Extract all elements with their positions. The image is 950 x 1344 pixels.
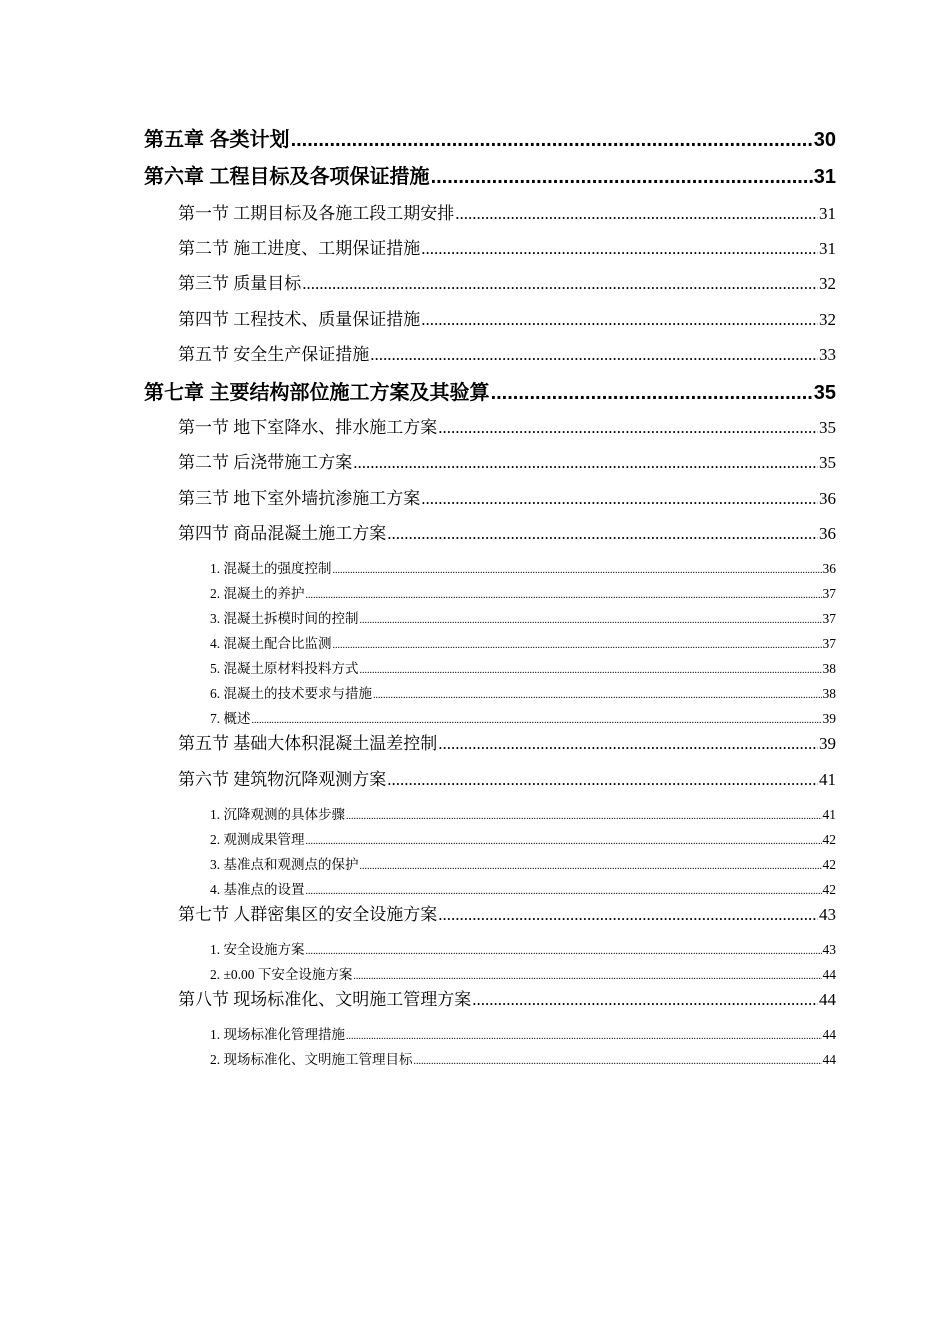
toc-dot-leader xyxy=(421,310,818,330)
toc-entry-title: 第一节 工期目标及各施工段工期安排 xyxy=(178,204,455,223)
toc-dot-leader xyxy=(360,661,822,677)
toc-section-entry[interactable] xyxy=(178,519,836,544)
toc-dot-leader xyxy=(455,204,818,224)
toc-dot-leader xyxy=(421,239,818,259)
toc-subsection-entry[interactable] xyxy=(210,878,836,898)
toc-entry-title: 第七章 主要结构部位施工方案及其验算 xyxy=(144,382,490,404)
toc-page-number: 38 xyxy=(822,686,836,701)
toc-section-entry[interactable] xyxy=(178,900,836,925)
toc-dot-leader xyxy=(414,1052,822,1068)
toc-entry-title: 1. 现场标准化管理措施 xyxy=(210,1027,345,1042)
toc-page-number: 41 xyxy=(822,807,836,822)
toc-section-entry[interactable] xyxy=(178,413,836,438)
toc-dot-leader xyxy=(333,561,822,577)
toc-page-number: 36 xyxy=(822,561,836,576)
toc-entry-title: 第六节 建筑物沉降观测方案 xyxy=(178,770,387,789)
toc-subsection-entry[interactable] xyxy=(210,1023,836,1043)
toc-entry-title: 第七节 人群密集区的安全设施方案 xyxy=(178,905,438,924)
toc-entry-title: 第六章 工程目标及各项保证措施 xyxy=(144,166,430,188)
toc-entry-title: 4. 混凝土配合比监测 xyxy=(210,636,332,651)
toc-dot-leader xyxy=(346,807,822,823)
toc-page-number: 36 xyxy=(819,489,836,508)
toc-entry-title: 6. 混凝土的技术要求与措施 xyxy=(210,686,372,701)
toc-entry-title: 1. 安全设施方案 xyxy=(210,942,305,957)
toc-chapter-entry[interactable] xyxy=(144,123,836,152)
toc-page-number: 42 xyxy=(822,882,836,897)
toc-subsection-entry[interactable] xyxy=(210,607,836,627)
toc-entry-title: 2. 混凝土的养护 xyxy=(210,586,305,601)
toc-chapter-entry[interactable] xyxy=(144,376,836,405)
toc-page-number: 42 xyxy=(822,832,836,847)
toc-entry-title: 3. 基准点和观测点的保护 xyxy=(210,857,359,872)
toc-section-entry[interactable] xyxy=(178,199,836,224)
toc-subsection-entry[interactable] xyxy=(210,707,836,727)
toc-section-entry[interactable] xyxy=(178,269,836,294)
toc-page-number: 44 xyxy=(822,1052,836,1067)
toc-dot-leader xyxy=(360,857,822,873)
toc-page-number: 39 xyxy=(819,734,836,753)
toc-page-number: 35 xyxy=(813,382,836,404)
toc-page-number: 44 xyxy=(822,967,836,982)
toc-subsection-entry[interactable] xyxy=(210,632,836,652)
toc-entry-title: 第五章 各类计划 xyxy=(144,129,290,151)
toc-entry-title: 第二节 后浇带施工方案 xyxy=(178,453,353,472)
toc-dot-leader xyxy=(438,418,818,438)
toc-subsection-entry[interactable] xyxy=(210,938,836,958)
toc-page-number: 37 xyxy=(822,586,836,601)
toc-page-number: 37 xyxy=(822,636,836,651)
toc-entry-title: 第四节 商品混凝土施工方案 xyxy=(178,524,387,543)
toc-section-entry[interactable] xyxy=(178,234,836,259)
toc-dot-leader xyxy=(421,489,818,509)
toc-page-number: 32 xyxy=(819,310,836,329)
toc-entry-title: 1. 混凝土的强度控制 xyxy=(210,561,332,576)
toc-page-number: 43 xyxy=(822,942,836,957)
toc-entry-title: 2. 现场标准化、文明施工管理目标 xyxy=(210,1052,413,1067)
toc-page-number: 41 xyxy=(819,770,836,789)
toc-dot-leader xyxy=(438,905,818,925)
toc-dot-leader xyxy=(353,967,821,983)
toc-section-entry[interactable] xyxy=(178,340,836,365)
toc-entry-title: 第五节 基础大体积混凝土温差控制 xyxy=(178,734,438,753)
toc-dot-leader xyxy=(387,770,818,790)
toc-section-entry[interactable] xyxy=(178,729,836,754)
toc-entry-title: 5. 混凝土原材料投料方式 xyxy=(210,661,359,676)
toc-dot-leader xyxy=(373,686,822,702)
toc-section-entry[interactable] xyxy=(178,305,836,330)
toc-entry-title: 2. ±0.00 下安全设施方案 xyxy=(210,967,353,982)
toc-dot-leader xyxy=(306,832,822,848)
toc-entry-title: 3. 混凝土拆模时间的控制 xyxy=(210,611,359,626)
toc-page-number: 36 xyxy=(819,524,836,543)
toc-subsection-entry[interactable] xyxy=(210,657,836,677)
toc-page-number: 33 xyxy=(819,345,836,364)
toc-page-number: 31 xyxy=(819,239,836,258)
toc-dot-leader xyxy=(360,611,822,627)
toc-subsection-entry[interactable] xyxy=(210,828,836,848)
toc-dot-leader xyxy=(370,345,818,365)
toc-entry-title: 第四节 工程技术、质量保证措施 xyxy=(178,310,421,329)
toc-page-number: 35 xyxy=(819,418,836,437)
toc-chapter-entry[interactable] xyxy=(144,160,836,189)
toc-dot-leader xyxy=(306,942,822,958)
toc-page-number: 39 xyxy=(822,711,836,726)
toc-entry-title: 7. 概述 xyxy=(210,711,251,726)
toc-page-number: 42 xyxy=(822,857,836,872)
toc-entry-title: 第一节 地下室降水、排水施工方案 xyxy=(178,418,438,437)
toc-subsection-entry[interactable] xyxy=(210,682,836,702)
toc-entry-title: 第二节 施工进度、工期保证措施 xyxy=(178,239,421,258)
toc-page-number: 38 xyxy=(822,661,836,676)
toc-dot-leader xyxy=(291,129,813,152)
toc-dot-leader xyxy=(333,636,822,652)
toc-dot-leader xyxy=(472,990,818,1010)
toc-dot-leader xyxy=(387,524,818,544)
toc-entry-title: 4. 基准点的设置 xyxy=(210,882,305,897)
toc-page-number: 43 xyxy=(819,905,836,924)
toc-section-entry[interactable] xyxy=(178,448,836,473)
toc-subsection-entry[interactable] xyxy=(210,1048,836,1068)
toc-dot-leader xyxy=(306,586,822,602)
toc-page-number: 31 xyxy=(819,204,836,223)
toc-entry-title: 第八节 现场标准化、文明施工管理方案 xyxy=(178,990,472,1009)
toc-page-number: 35 xyxy=(819,453,836,472)
toc-page-number: 44 xyxy=(819,990,836,1009)
toc-subsection-entry[interactable] xyxy=(210,963,836,983)
toc-dot-leader xyxy=(302,274,818,294)
toc-subsection-entry[interactable] xyxy=(210,557,836,577)
toc-dot-leader xyxy=(346,1027,822,1043)
toc-dot-leader xyxy=(353,453,818,473)
toc-subsection-entry[interactable] xyxy=(210,853,836,873)
toc-page-number: 31 xyxy=(813,166,836,188)
toc-page-number: 30 xyxy=(813,129,836,151)
toc-dot-leader xyxy=(438,734,818,754)
toc-section-entry[interactable] xyxy=(178,985,836,1010)
toc-subsection-entry[interactable] xyxy=(210,803,836,823)
toc-entry-title: 第三节 质量目标 xyxy=(178,274,302,293)
toc-entry-title: 第三节 地下室外墙抗渗施工方案 xyxy=(178,489,421,508)
toc-page-number: 32 xyxy=(819,274,836,293)
toc-entry-title: 1. 沉降观测的具体步骤 xyxy=(210,807,345,822)
toc-subsection-entry[interactable] xyxy=(210,582,836,602)
toc-entry-title: 第五节 安全生产保证措施 xyxy=(178,345,370,364)
toc-section-entry[interactable] xyxy=(178,765,836,790)
toc-section-entry[interactable] xyxy=(178,484,836,509)
toc-dot-leader xyxy=(431,166,813,189)
toc-page-number: 37 xyxy=(822,611,836,626)
toc-page-number: 44 xyxy=(822,1027,836,1042)
toc-dot-leader xyxy=(306,882,822,898)
toc-dot-leader xyxy=(491,382,813,405)
toc-entry-title: 2. 观测成果管理 xyxy=(210,832,305,847)
toc-dot-leader xyxy=(252,711,822,727)
